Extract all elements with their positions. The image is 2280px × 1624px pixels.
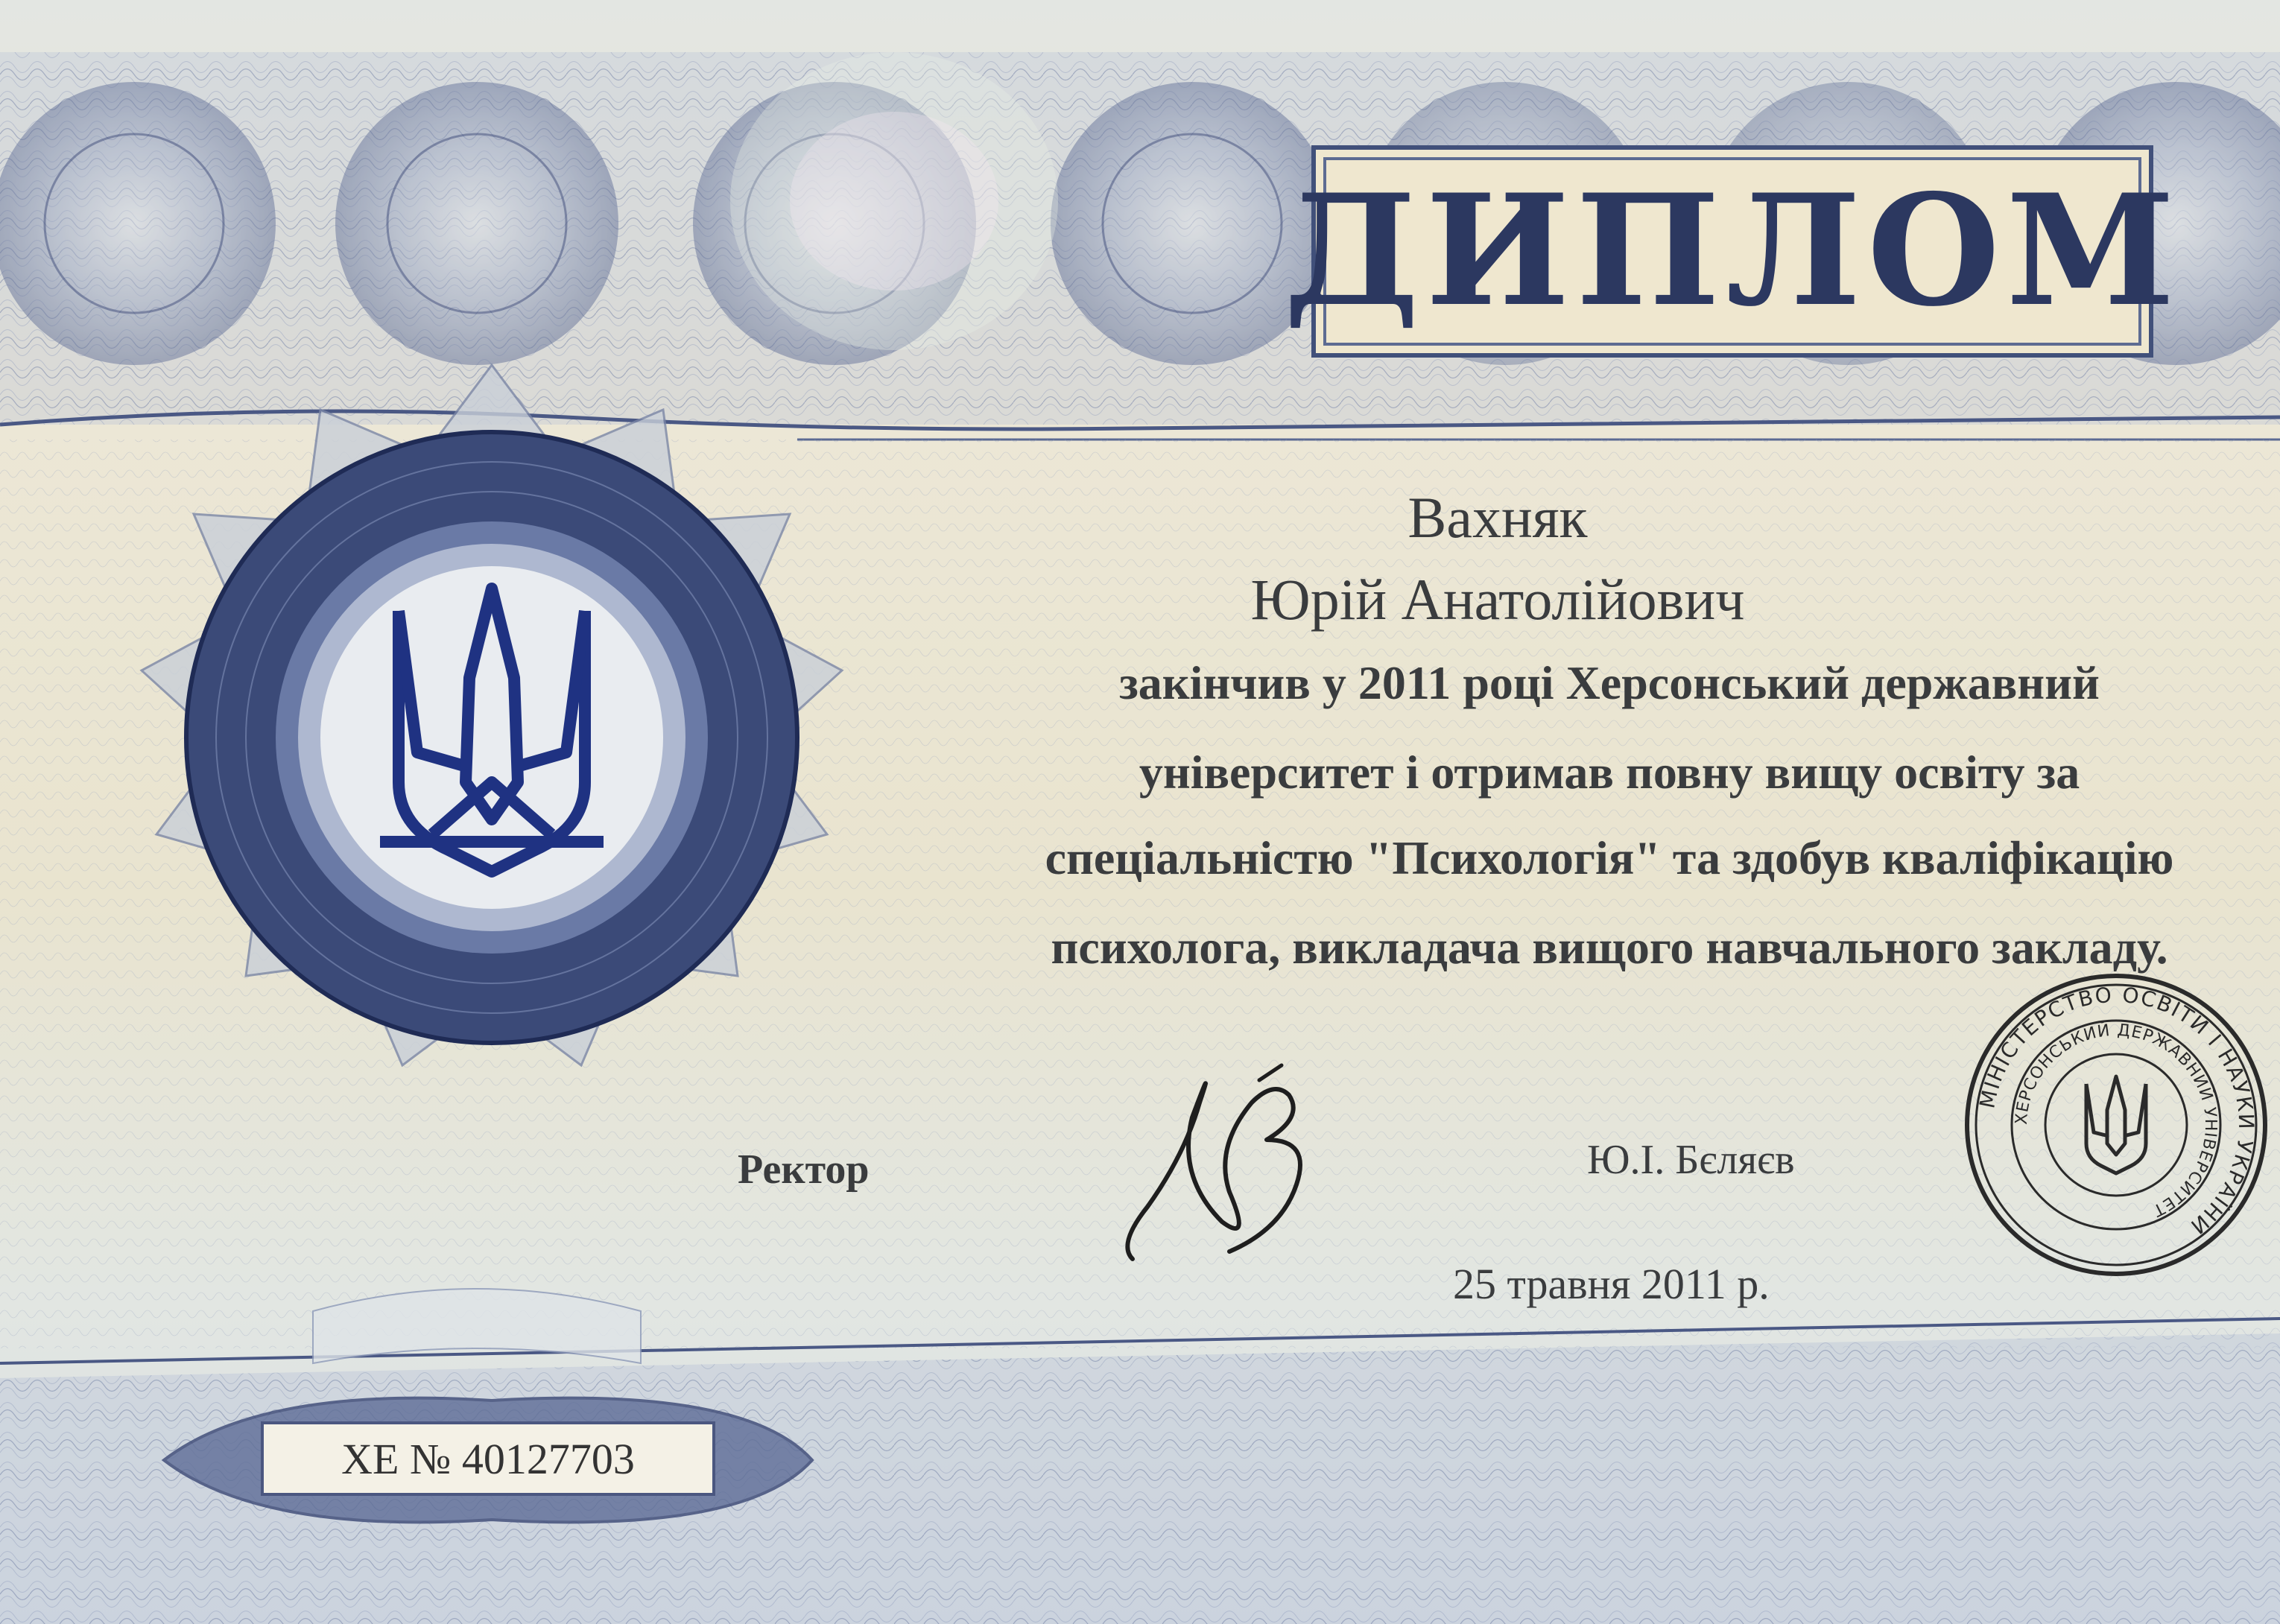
body-line-4: психолога, викладача вищого навчального закладу. (1051, 921, 2168, 974)
issue-date: 25 травня 2011 р. (1453, 1260, 1770, 1308)
body-line-2: університет і отримав повну вищу освіту за (1139, 746, 2080, 799)
serial-number-box (261, 1421, 715, 1496)
rector-signature (1103, 1058, 1349, 1281)
serial-number: ХЕ № 40127703 (341, 1434, 635, 1483)
title-plate (1283, 145, 2182, 358)
body-line-1: закінчив у 2011 році Херсонський державний (1119, 656, 2100, 709)
trident-emblem-icon (104, 350, 879, 1125)
body-line-3: спеціальністю "Психологія" та здобув кваліфікацію (1045, 831, 2174, 884)
rector-title: Ректор (738, 1146, 870, 1193)
graduate-given-names: Юрій Анатолійович (1250, 567, 1745, 632)
graduate-surname: Вахняк (1407, 485, 1588, 550)
official-seal-icon (1960, 968, 2273, 1281)
seal-outer-text: МІНІСТЕРСТВО ОСВІТИ І НАУКИ УКРАЇНИ (1975, 982, 2259, 1240)
document-title: ДИПЛОМ (1283, 162, 2182, 340)
rector-name: Ю.І. Бєляєв (1587, 1137, 1795, 1183)
seal-inner-text: ХЕРСОНСЬКИЙ ДЕРЖАВНИЙ УНІВЕРСИТЕТ (2012, 1021, 2220, 1220)
